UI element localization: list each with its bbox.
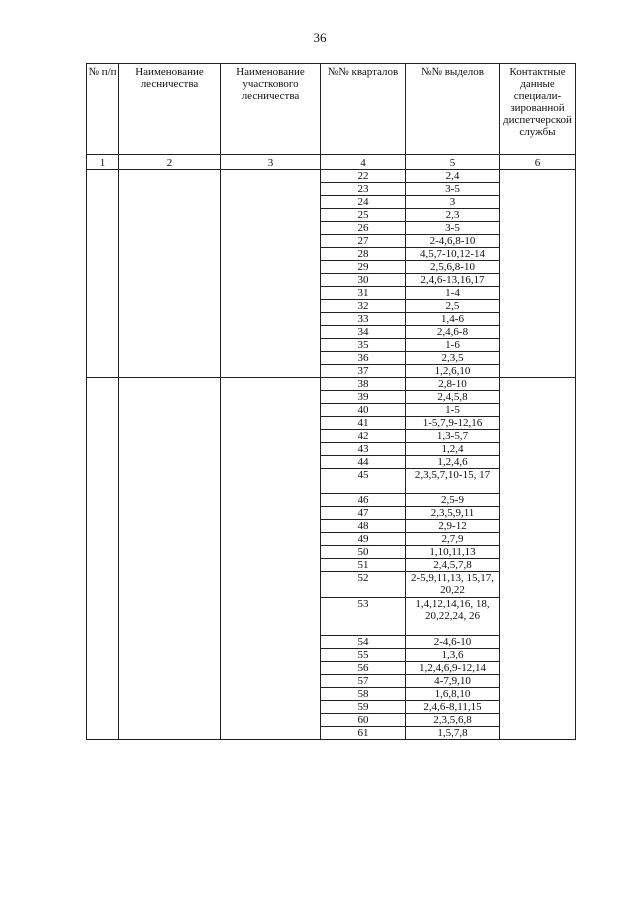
district-forestry-cell xyxy=(221,170,321,378)
allotments-cell: 1,10,11,13 xyxy=(406,546,500,559)
column-number: 5 xyxy=(406,155,500,170)
column-number: 6 xyxy=(500,155,576,170)
quarter-cell: 54 xyxy=(321,635,406,648)
allotments-cell: 1,5,7,8 xyxy=(406,726,500,739)
allotments-cell: 2-4,6,8-10 xyxy=(406,235,500,248)
allotments-cell: 4,5,7-10,12-14 xyxy=(406,248,500,261)
allotments-cell: 1,3-5,7 xyxy=(406,430,500,443)
quarter-cell: 49 xyxy=(321,533,406,546)
quarter-cell: 44 xyxy=(321,456,406,469)
quarter-cell: 60 xyxy=(321,713,406,726)
allotments-cell: 1,2,6,10 xyxy=(406,365,500,378)
quarter-cell: 47 xyxy=(321,507,406,520)
column-number: 2 xyxy=(119,155,221,170)
header-district-forestry-name: Наименование участкового лесничества xyxy=(221,64,321,155)
quarter-cell: 43 xyxy=(321,443,406,456)
quarter-cell: 42 xyxy=(321,430,406,443)
quarter-cell: 52 xyxy=(321,572,406,597)
allotments-cell: 2,7,9 xyxy=(406,533,500,546)
allotments-cell: 2,5,6,8-10 xyxy=(406,261,500,274)
page-number: 36 xyxy=(313,30,327,45)
column-number: 1 xyxy=(87,155,119,170)
quarter-cell: 27 xyxy=(321,235,406,248)
allotments-cell: 2,4,5,8 xyxy=(406,391,500,404)
allotments-cell: 1,3,6 xyxy=(406,648,500,661)
quarter-cell: 58 xyxy=(321,687,406,700)
quarter-cell: 38 xyxy=(321,378,406,391)
quarter-cell: 41 xyxy=(321,417,406,430)
quarter-cell: 31 xyxy=(321,287,406,300)
number-cell xyxy=(87,170,119,378)
allotments-cell: 2,3,5,7,10-15, 17 xyxy=(406,469,500,494)
allotments-cell: 2,4,6-8 xyxy=(406,326,500,339)
allotments-cell: 3 xyxy=(406,196,500,209)
header-allotments: №№ выделов xyxy=(406,64,500,155)
forestry-name-cell xyxy=(119,170,221,378)
quarter-cell: 32 xyxy=(321,300,406,313)
dispatch-contacts-cell xyxy=(500,378,576,740)
table-body xyxy=(87,170,576,740)
allotments-cell: 4-7,9,10 xyxy=(406,674,500,687)
allotments-cell: 1-4 xyxy=(406,287,500,300)
allotments-cell: 2,3,5 xyxy=(406,352,500,365)
allotments-cell: 2,5-9 xyxy=(406,494,500,507)
quarter-cell: 48 xyxy=(321,520,406,533)
quarter-cell: 39 xyxy=(321,391,406,404)
quarter-cell: 36 xyxy=(321,352,406,365)
quarter-cell: 22 xyxy=(321,170,406,183)
header-row xyxy=(87,64,576,155)
quarter-cell: 40 xyxy=(321,404,406,417)
quarter-cell: 51 xyxy=(321,559,406,572)
forestry-table xyxy=(86,63,576,740)
allotments-cell: 2,8-10 xyxy=(406,378,500,391)
quarter-cell: 34 xyxy=(321,326,406,339)
allotments-cell: 2,3,5,6,8 xyxy=(406,713,500,726)
quarter-cell: 59 xyxy=(321,700,406,713)
quarter-cell: 28 xyxy=(321,248,406,261)
quarter-cell: 55 xyxy=(321,648,406,661)
allotments-cell: 1,4-6 xyxy=(406,313,500,326)
allotments-cell: 3-5 xyxy=(406,222,500,235)
allotments-cell: 1,6,8,10 xyxy=(406,687,500,700)
district-forestry-cell xyxy=(221,378,321,740)
allotments-cell: 2,4,5,7,8 xyxy=(406,559,500,572)
table-row xyxy=(87,378,576,391)
quarter-cell: 45 xyxy=(321,469,406,494)
quarter-cell: 57 xyxy=(321,674,406,687)
allotments-cell: 1-5,7,9-12,16 xyxy=(406,417,500,430)
quarter-cell: 26 xyxy=(321,222,406,235)
dispatch-contacts-cell xyxy=(500,170,576,378)
allotments-cell: 2,9-12 xyxy=(406,520,500,533)
allotments-cell: 3-5 xyxy=(406,183,500,196)
quarter-cell: 30 xyxy=(321,274,406,287)
quarter-cell: 46 xyxy=(321,494,406,507)
column-number: 3 xyxy=(221,155,321,170)
allotments-cell: 2,5 xyxy=(406,300,500,313)
allotments-cell: 2,4 xyxy=(406,170,500,183)
forestry-name-cell xyxy=(119,378,221,740)
quarter-cell: 25 xyxy=(321,209,406,222)
quarter-cell: 29 xyxy=(321,261,406,274)
header-forestry-name: Наименование лесничества xyxy=(119,64,221,155)
number-cell xyxy=(87,378,119,740)
allotments-cell: 2-4,6-10 xyxy=(406,635,500,648)
header-quarters: №№ кварталов xyxy=(321,64,406,155)
allotments-cell: 1-5 xyxy=(406,404,500,417)
allotments-cell: 2,4,6-8,11,15 xyxy=(406,700,500,713)
quarter-cell: 61 xyxy=(321,726,406,739)
quarter-cell: 24 xyxy=(321,196,406,209)
allotments-cell: 2,3,5,9,11 xyxy=(406,507,500,520)
header-number: № п/п xyxy=(87,64,119,155)
allotments-cell: 2,3 xyxy=(406,209,500,222)
quarter-cell: 56 xyxy=(321,661,406,674)
quarter-cell: 35 xyxy=(321,339,406,352)
allotments-cell: 1,2,4,6 xyxy=(406,456,500,469)
table-row xyxy=(87,170,576,183)
quarter-cell: 53 xyxy=(321,597,406,635)
allotments-cell: 1-6 xyxy=(406,339,500,352)
quarter-cell: 23 xyxy=(321,183,406,196)
column-number-row xyxy=(87,155,576,170)
allotments-cell: 1,2,4 xyxy=(406,443,500,456)
allotments-cell: 1,4,12,14,16, 18, 20,22,24, 26 xyxy=(406,597,500,635)
allotments-cell: 2-5,9,11,13, 15,17, 20,22 xyxy=(406,572,500,597)
header-dispatch-contacts: Контактные данные специали-зированной диспетчерской службы xyxy=(500,64,576,155)
allotments-cell: 1,2,4,6,9-12,14 xyxy=(406,661,500,674)
quarter-cell: 33 xyxy=(321,313,406,326)
quarter-cell: 37 xyxy=(321,365,406,378)
allotments-cell: 2,4,6-13,16,17 xyxy=(406,274,500,287)
column-number: 4 xyxy=(321,155,406,170)
quarter-cell: 50 xyxy=(321,546,406,559)
